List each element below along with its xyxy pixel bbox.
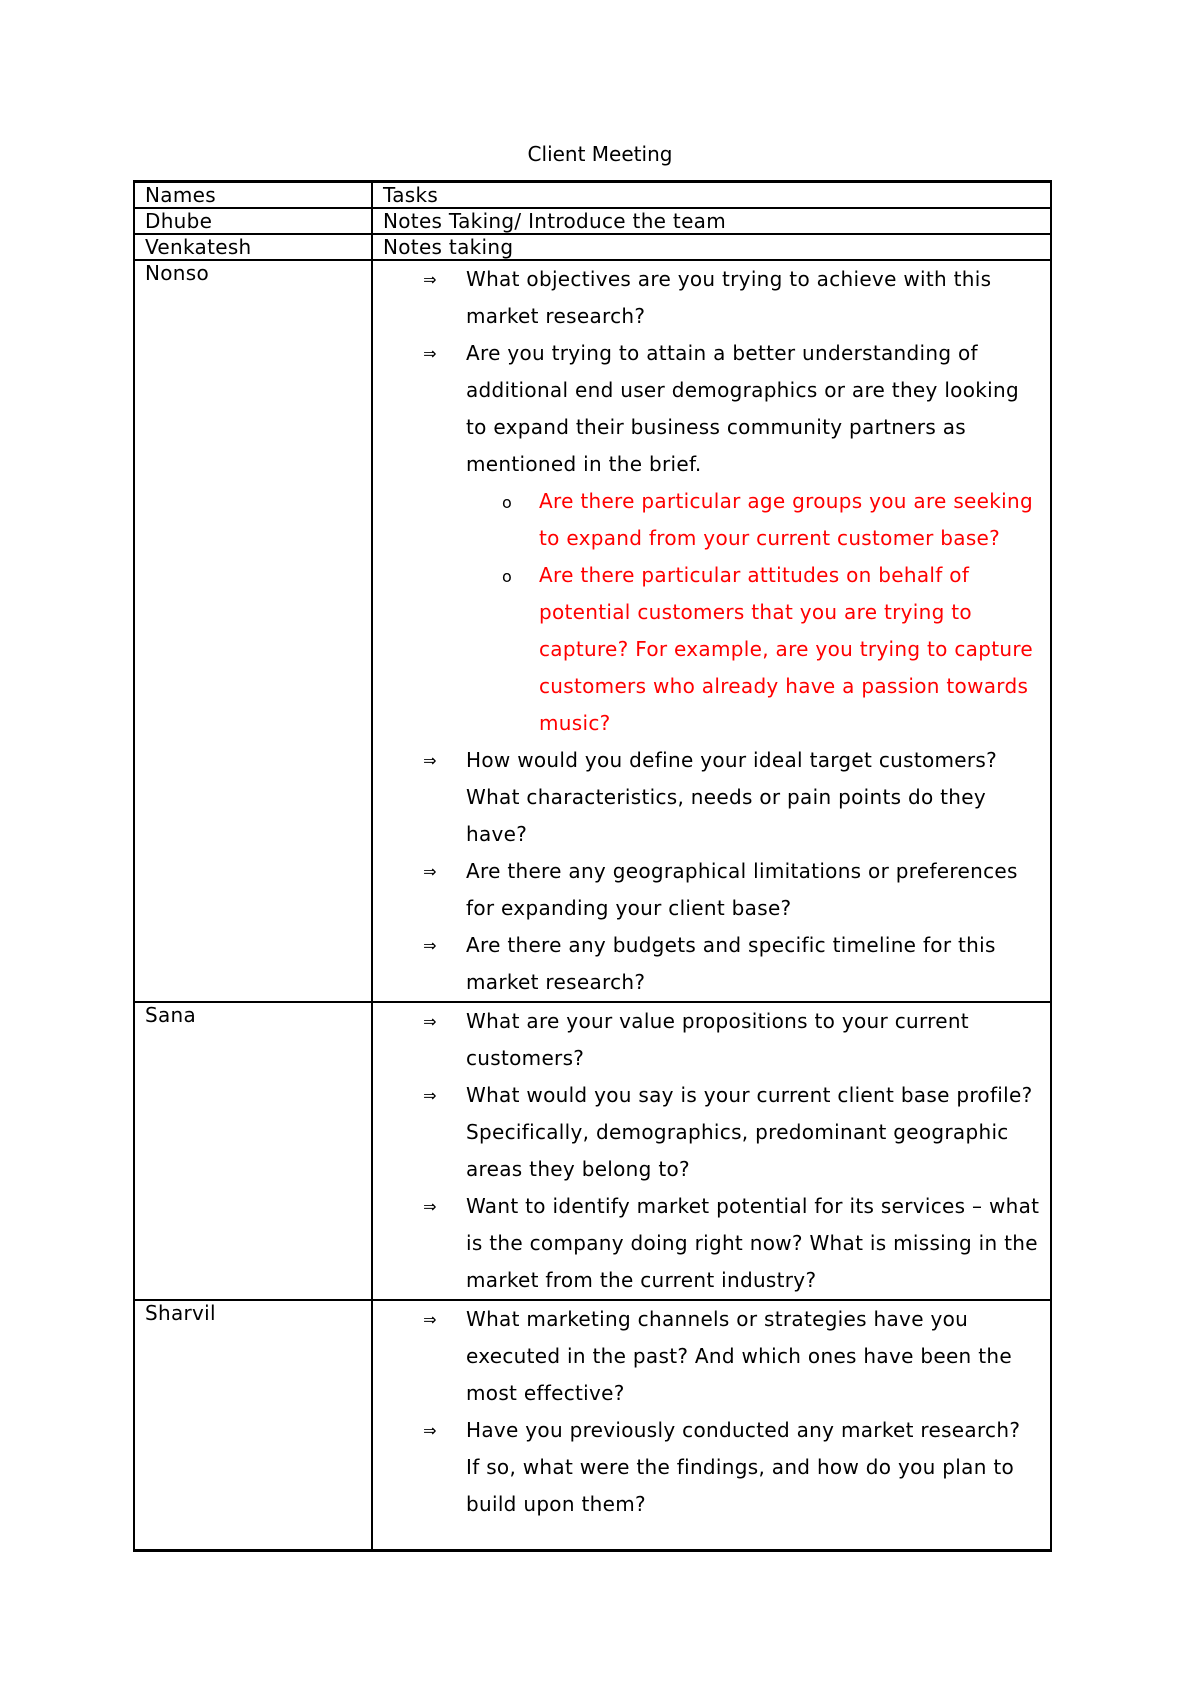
- question-item: [383, 1003, 1040, 1077]
- question-item: [383, 1188, 1040, 1299]
- row-task: Notes taking: [372, 234, 1051, 260]
- row-name: Nonso: [134, 260, 372, 1002]
- sub-question-item: [466, 483, 1040, 557]
- table-row: [134, 234, 1051, 260]
- table-row-nonso: [134, 260, 1051, 1002]
- arrow-icon: ⇒: [423, 1197, 437, 1216]
- names-header: Names: [134, 182, 372, 209]
- question-item: [383, 1412, 1040, 1523]
- circle-bullet-icon: o: [502, 567, 513, 586]
- question-text: Have you previously conducted any market research? If so, what were the findings, and how do you plan to build upon them?: [466, 1418, 1021, 1516]
- document-title: Client Meeting: [527, 142, 673, 166]
- question-list: [383, 261, 1040, 1001]
- arrow-icon: ⇒: [423, 344, 437, 363]
- question-item: [383, 1301, 1040, 1412]
- arrow-icon: ⇒: [423, 1086, 437, 1105]
- question-item: [383, 335, 1040, 742]
- question-item: [383, 1077, 1040, 1188]
- sub-question-text: Are there particular attitudes on behalf of potential customers that you are trying to capture? For example, are you trying to capture customers who already have a passion towards music?: [539, 563, 1034, 735]
- table-row-sana: [134, 1002, 1051, 1300]
- arrow-icon: ⇒: [423, 270, 437, 289]
- arrow-icon: ⇒: [423, 1012, 437, 1031]
- row-name: Sana: [134, 1002, 372, 1300]
- question-cell: [372, 1300, 1051, 1551]
- meeting-table: [133, 180, 1052, 1552]
- question-list: [383, 1301, 1040, 1523]
- sub-question-item: [466, 557, 1040, 742]
- arrow-icon: ⇒: [423, 936, 437, 955]
- circle-bullet-icon: o: [502, 493, 513, 512]
- table-row-sharvil: [134, 1300, 1051, 1551]
- row-name: Dhube: [134, 208, 372, 234]
- question-text: What are your value propositions to your current customers?: [466, 1009, 969, 1070]
- question-text: Are there any geographical limitations or preferences for expanding your client base?: [466, 859, 1018, 920]
- row-name: Sharvil: [134, 1300, 372, 1551]
- arrow-icon: ⇒: [423, 751, 437, 770]
- row-task: Notes Taking/ Introduce the team: [372, 208, 1051, 234]
- arrow-icon: ⇒: [423, 1310, 437, 1329]
- table-row: [134, 208, 1051, 234]
- question-item: [383, 853, 1040, 927]
- table-header-row: [134, 182, 1051, 209]
- question-item: [383, 261, 1040, 335]
- sub-question-list: [466, 483, 1040, 742]
- question-list: [383, 1003, 1040, 1299]
- arrow-icon: ⇒: [423, 1421, 437, 1440]
- question-text: What objectives are you trying to achieve with this market research?: [466, 267, 992, 328]
- sub-question-text: Are there particular age groups you are seeking to expand from your current customer base?: [539, 489, 1033, 550]
- question-text: What marketing channels or strategies have you executed in the past? And which ones have been the most effective?: [466, 1307, 1012, 1405]
- question-cell: [372, 260, 1051, 1002]
- arrow-icon: ⇒: [423, 862, 437, 881]
- question-cell: [372, 1002, 1051, 1300]
- question-text: What would you say is your current client base profile? Specifically, demographics, predominant geographic areas they belong to?: [466, 1083, 1033, 1181]
- question-text: Are there any budgets and specific timeline for this market research?: [466, 933, 996, 994]
- question-text: Want to identify market potential for its services – what is the company doing right now? What is missing in the market from the current industry?: [466, 1194, 1040, 1292]
- question-item: [383, 927, 1040, 1001]
- tasks-header: Tasks: [372, 182, 1051, 209]
- question-text: Are you trying to attain a better understanding of additional end user demographics or are they looking to expand their business community partners as mentioned in the brief.: [466, 341, 1019, 476]
- row-name: Venkatesh: [134, 234, 372, 260]
- question-item: [383, 742, 1040, 853]
- question-text: How would you define your ideal target customers? What characteristics, needs or pain points do they have?: [466, 748, 998, 846]
